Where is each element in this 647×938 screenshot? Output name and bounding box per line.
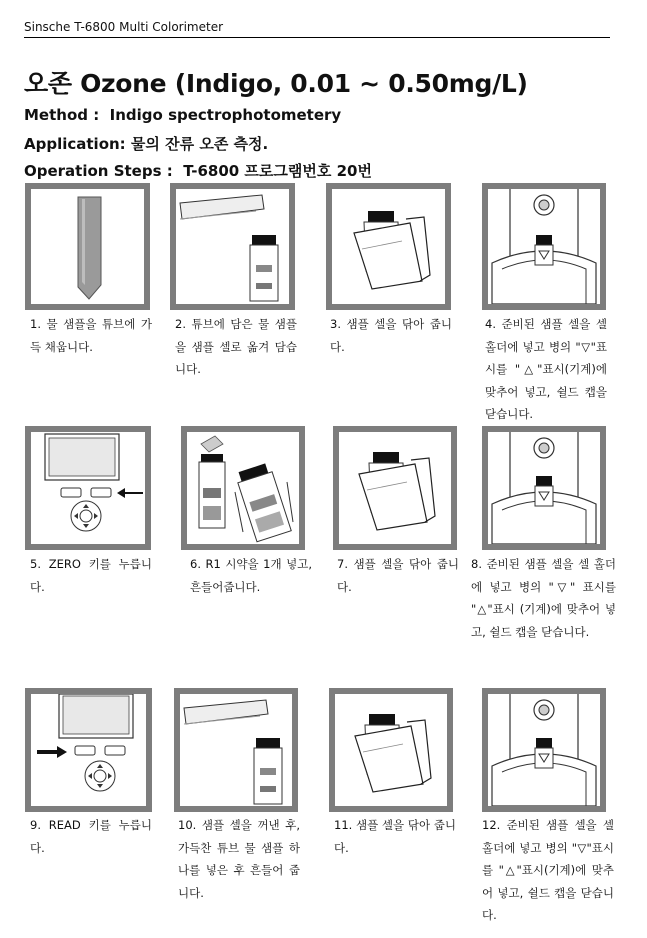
application-value: 물의 잔류 오존 측정. xyxy=(130,135,269,153)
wipe-cell-icon xyxy=(332,189,445,304)
insert-cell-icon xyxy=(488,432,600,544)
pour-tube-into-cell-icon xyxy=(176,189,289,304)
insert-cell-icon xyxy=(488,694,600,806)
step-5-image xyxy=(25,426,151,550)
step-12-image xyxy=(482,688,606,812)
wipe-cell-icon xyxy=(335,694,447,806)
operation-line xyxy=(24,160,372,181)
add-reagent-icon xyxy=(187,432,299,544)
insert-cell-icon xyxy=(488,189,600,304)
step-1-caption: 1. 물 샘플을 튜브에 가득 채웁니다. xyxy=(30,317,152,354)
step-2-caption: 2. 튜브에 담은 물 샘플을 샘플 셀로 옮겨 담습니다. xyxy=(175,317,297,376)
step-11-image xyxy=(329,688,453,812)
step-6-image xyxy=(181,426,305,550)
read-key-icon xyxy=(31,694,146,806)
zero-key-icon xyxy=(31,432,145,544)
step-10-image xyxy=(174,688,298,812)
step-5-caption: 5. ZERO 키를 누릅니다. xyxy=(30,557,152,594)
step-7-caption: 7. 샘플 셀을 닦아 줍니다. xyxy=(337,557,459,594)
application-line xyxy=(24,133,268,154)
operation-value: T-6800 프로그램번호 20번 xyxy=(183,162,372,180)
operation-label: Operation Steps : xyxy=(24,162,173,180)
method-value: Indigo spectrophotometery xyxy=(109,106,342,124)
application-label: Application: xyxy=(24,135,126,153)
step-8-caption: 8. 준비된 샘플 셀을 셀 홀더에 넣고 병의 "▽" 표시를 "△"표시 (기계)에 맞추어 넣고, 쉴드 캡을 닫습니다. xyxy=(471,557,616,639)
step-6-caption: 6. R1 시약을 1개 넣고, 흔들어줍니다. xyxy=(190,557,312,594)
document-header: Sinsche T-6800 Multi Colorimeter xyxy=(24,19,610,38)
step-11-caption: 11. 샘플 셀을 닦아 줍니다. xyxy=(334,818,456,855)
method-label: Method : xyxy=(24,106,100,124)
step-4-caption: 4. 준비된 샘플 셀을 셀 홀더에 넣고 병의 "▽"표시를 "△"표시(기계)에 맞추어 넣고, 쉴드 캡을 닫습니다. xyxy=(485,317,607,421)
pour-tube-into-cell-icon xyxy=(180,694,292,806)
method-line xyxy=(24,106,341,124)
step-10-caption: 10. 샘플 셀을 꺼낸 후, 가득찬 튜브 물 샘플 하나를 넣은 후 흔들어 줍니다. xyxy=(178,818,300,900)
page-title: 오존 Ozone (Indigo, 0.01 ~ 0.50mg/L) xyxy=(24,69,528,98)
step-9-caption: 9. READ 키를 누릅니다. xyxy=(30,818,152,855)
step-9-image xyxy=(25,688,152,812)
step-12-caption: 12. 준비된 샘플 셀을 셀 홀더에 넣고 병의 "▽"표시를 "△"표시(기계)에 맞추어 넣고, 쉴드 캡을 닫습니다. xyxy=(482,818,614,922)
wipe-cell-icon xyxy=(339,432,451,544)
step-2-image xyxy=(170,183,295,310)
step-4-image xyxy=(482,183,606,310)
tube-icon xyxy=(31,189,144,304)
step-1-image xyxy=(25,183,150,310)
step-3-image xyxy=(326,183,451,310)
step-3-caption: 3. 샘플 셀을 닦아 줍니다. xyxy=(330,317,452,354)
step-8-image xyxy=(482,426,606,550)
step-7-image xyxy=(333,426,457,550)
